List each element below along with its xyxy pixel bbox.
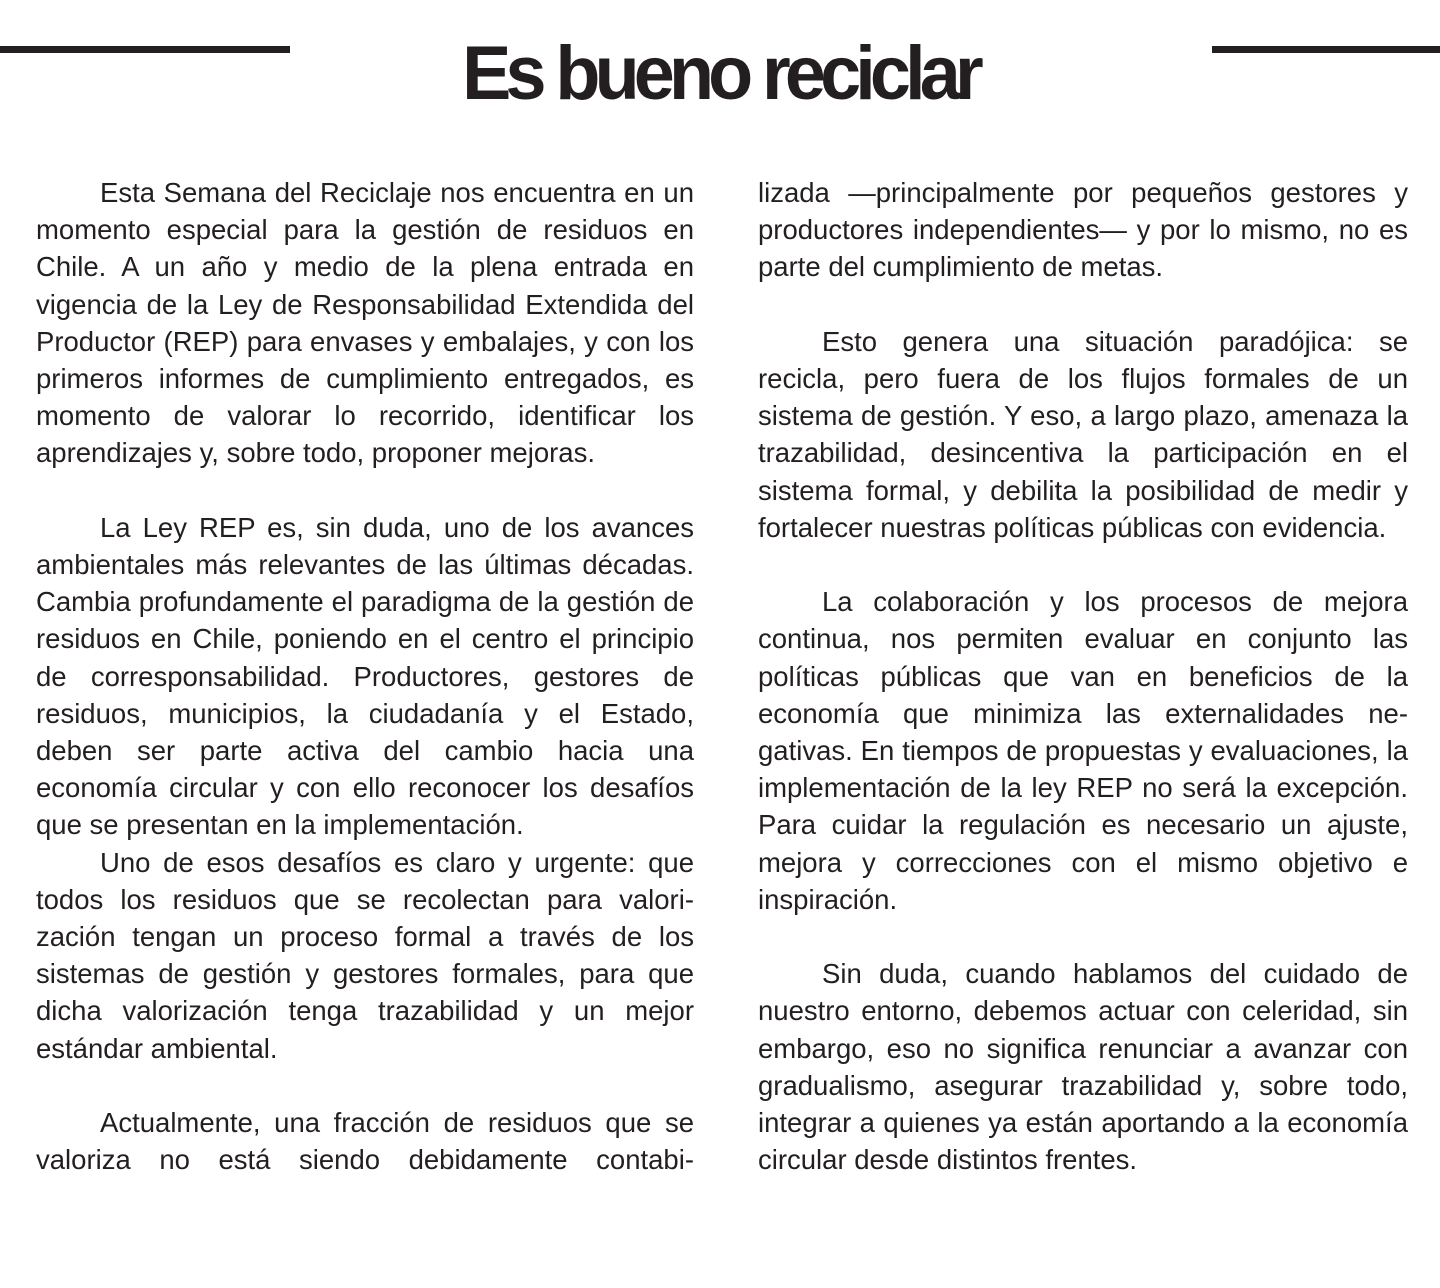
- paragraph-1: Esta Semana del Reciclaje nos encuentra en un momento especial para la gestión de residuos en Chile. A un año y medio de la plena entrada en vigencia de la Ley de Responsabilidad Extendida del Productor (REP) para envases y embalajes, y con los primeros informes de cumplimiento entregados, es momento de valorar lo recorrido, identificar los aprendizajes y, sobre todo, proponer mejoras.: [36, 177, 694, 469]
- article-title: Es bueno reciclar: [462, 31, 978, 116]
- paragraph-5: lizada —principalmente por pequeños gestores y productores independientes— y por lo mismo, no es parte del cumplimiento de metas.: [758, 177, 1408, 283]
- paragraph-7: La colaboración y los procesos de mejora continua, nos permiten evaluar en conjunto las políticas públicas que van en beneficios de la economía que minimiza las externalidades negativas. En tiempos de propuestas y evaluaciones, la implementación de la ley REP no será la excepción. Para cuidar la regulación es necesario un ajuste, mejora y correcciones con el mismo objetivo e inspiración.: [758, 586, 1408, 915]
- paragraph-8: Sin duda, cuando hablamos del cuidado de nuestro entorno, debemos actuar con celeridad, sin embargo, eso no significa renunciar a avanzar con gradualismo, asegurar trazabilidad y, sobre todo, integrar a quienes ya están aportando a la economía circular desde distintos frentes.: [758, 958, 1408, 1176]
- paragraph-2: La Ley REP es, sin duda, uno de los avances ambientales más relevantes de las últimas décadas. Cambia profundamente el paradigma de la gestión de residuos en Chile, poniendo en el centro el principio de corresponsabilidad. Productores, gestores de residuos, municipios, la ciudadanía y el Estado, deben ser parte activa del cambio hacia una economía circular y con ello reconocer los desafíos que se presentan en la implementación.: [36, 511, 694, 841]
- paragraph-3: Uno de esos desafíos es claro y urgente: que todos los residuos que se recolectan para valorización tengan un proceso formal a través de los sistemas de gestión y gestores formales, para que dicha valorización tenga trazabilidad y un mejor estándar ambiental.: [36, 846, 694, 1064]
- paragraph-6: Esto genera una situación paradójica: se recicla, pero fuera de los flujos formales de un sistema de gestión. Y eso, a largo plazo, amenaza la trazabilidad, desincentiva la participación en el sistema formal, y debilita la posibilidad de medir y fortalecer nuestras políticas públicas con evidencia.: [758, 325, 1408, 543]
- article-column-left: [36, 174, 694, 1178]
- article-column-right: [758, 174, 1408, 1178]
- paragraph-4: Actualmente, una fracción de residuos que se valoriza no está siendo debidamente contabi-: [36, 1107, 694, 1176]
